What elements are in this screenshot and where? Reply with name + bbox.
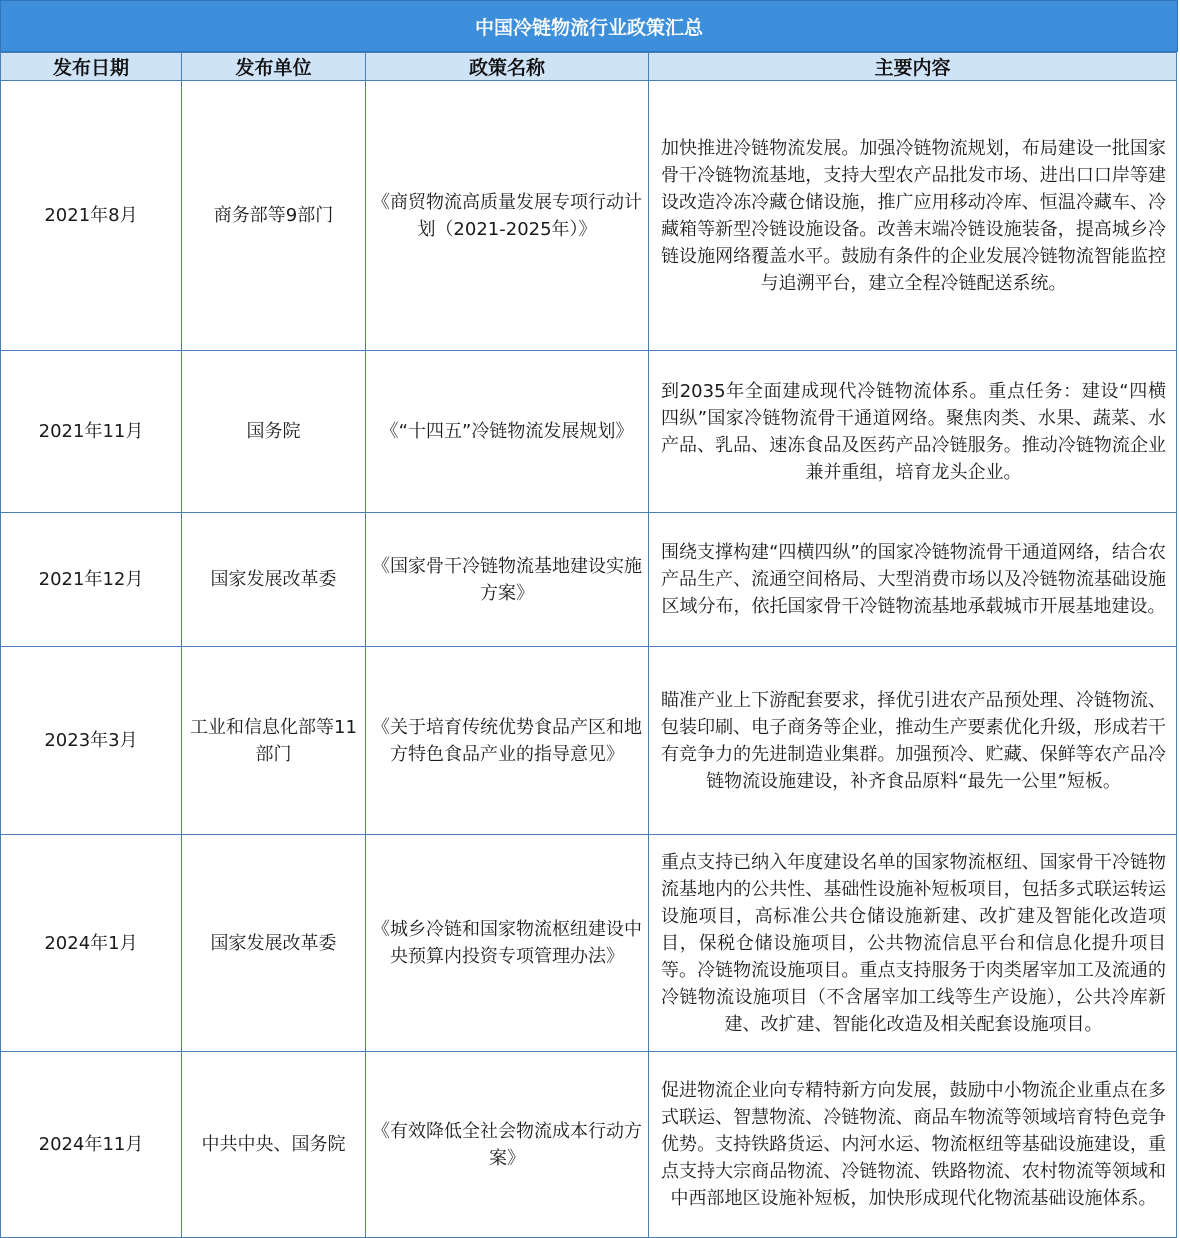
cell-unit: 商务部等9部门: [182, 81, 366, 351]
cell-date: 2021年12月: [1, 513, 182, 647]
cell-unit: 国务院: [182, 351, 366, 513]
table-row: [1, 647, 1177, 835]
cell-unit: 国家发展改革委: [182, 513, 366, 647]
cell-content: 加快推进冷链物流发展。加强冷链物流规划，布局建设一批国家骨干冷链物流基地，支持大型农产品批发市场、进出口口岸等建设改造冷冻冷藏仓储设施，推广应用移动冷库、恒温冷藏车、冷藏箱等新型冷链设施设备。改善末端冷链设施装备，提高城乡冷链设施网络覆盖水平。鼓励有条件的企业发展冷链物流智能监控与追溯平台，建立全程冷链配送系统。: [649, 81, 1177, 351]
cell-policy-name: 《有效降低全社会物流成本行动方案》: [366, 1052, 649, 1238]
cell-content: 围绕支撑构建“四横四纵”的国家冷链物流骨干通道网络，结合农产品生产、流通空间格局、大型消费市场以及冷链物流基础设施区域分布，依托国家骨干冷链物流基地承载城市开展基地建设。: [649, 513, 1177, 647]
cell-unit: 工业和信息化部等11部门: [182, 647, 366, 835]
table-row: [1, 835, 1177, 1052]
header-content: 主要内容: [649, 53, 1177, 81]
cell-policy-name: 《城乡冷链和国家物流枢纽建设中央预算内投资专项管理办法》: [366, 835, 649, 1052]
cell-policy-name: 《国家骨干冷链物流基地建设实施方案》: [366, 513, 649, 647]
cell-content: 重点支持已纳入年度建设名单的国家物流枢纽、国家骨干冷链物流基地内的公共性、基础性设施补短板项目，包括多式联运转运设施项目，高标准公共仓储设施新建、改扩建及智能化改造项目，保税仓储设施项目，公共物流信息平台和信息化提升项目等。冷链物流设施项目。重点支持服务于肉类屠宰加工及流通的冷链物流设施项目（不含屠宰加工线等生产设施），公共冷库新建、改扩建、智能化改造及相关配套设施项目。: [649, 835, 1177, 1052]
header-policy-name: 政策名称: [366, 53, 649, 81]
cell-content: 到2035年全面建成现代冷链物流体系。重点任务：建设“四横四纵”国家冷链物流骨干通道网络。聚焦肉类、水果、蔬菜、水产品、乳品、速冻食品及医药产品冷链服务。推动冷链物流企业兼并重组，培育龙头企业。: [649, 351, 1177, 513]
cell-content: 瞄准产业上下游配套要求，择优引进农产品预处理、冷链物流、包装印刷、电子商务等企业，推动生产要素优化升级，形成若干有竞争力的先进制造业集群。加强预冷、贮藏、保鲜等农产品冷链物流设施建设，补齐食品原料“最先一公里”短板。: [649, 647, 1177, 835]
cell-policy-name: 《“十四五”冷链物流发展规划》: [366, 351, 649, 513]
cell-policy-name: 《关于培育传统优势食品产区和地方特色食品产业的指导意见》: [366, 647, 649, 835]
cell-unit: 中共中央、国务院: [182, 1052, 366, 1238]
cell-date: 2023年3月: [1, 647, 182, 835]
table-row: [1, 351, 1177, 513]
cell-date: 2021年8月: [1, 81, 182, 351]
cell-date: 2024年1月: [1, 835, 182, 1052]
table-row: [1, 1052, 1177, 1238]
header-date: 发布日期: [1, 53, 182, 81]
policy-table: [0, 52, 1177, 1238]
header-unit: 发布单位: [182, 53, 366, 81]
cell-unit: 国家发展改革委: [182, 835, 366, 1052]
cell-policy-name: 《商贸物流高质量发展专项行动计划（2021-2025年）》: [366, 81, 649, 351]
cell-date: 2021年11月: [1, 351, 182, 513]
header-row: [1, 53, 1177, 81]
cell-content: 促进物流企业向专精特新方向发展，鼓励中小物流企业重点在多式联运、智慧物流、冷链物流、商品车物流等领域培育特色竞争优势。支持铁路货运、内河水运、物流枢纽等基础设施建设，重点支持大宗商品物流、冷链物流、铁路物流、农村物流等领域和中西部地区设施补短板，加快形成现代化物流基础设施体系。: [649, 1052, 1177, 1238]
table-row: [1, 513, 1177, 647]
cell-date: 2024年11月: [1, 1052, 182, 1238]
table-row: [1, 81, 1177, 351]
table-title: 中国冷链物流行业政策汇总: [0, 0, 1178, 52]
